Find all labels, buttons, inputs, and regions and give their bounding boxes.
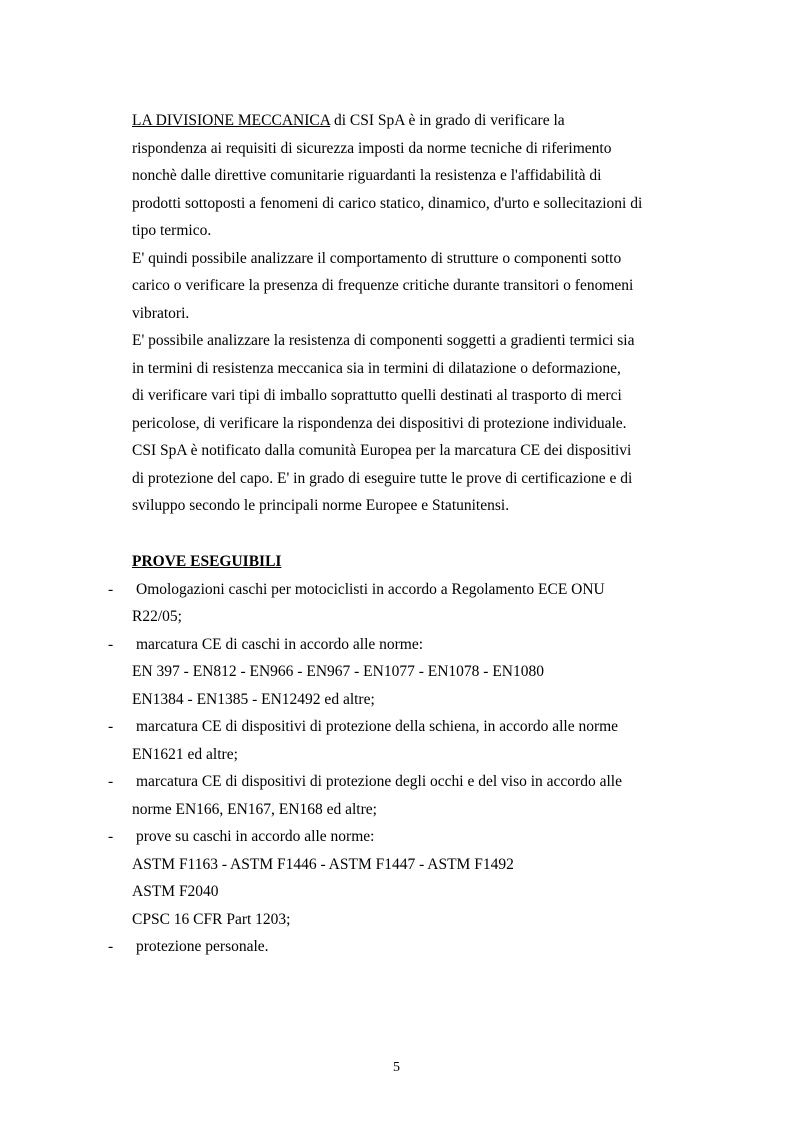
- bullet-dash: -: [108, 718, 114, 735]
- test-item-4-cont-0: ASTM F1163 - ASTM F1446 - ASTM F1447 - ASTM F1492: [132, 855, 514, 873]
- test-item-3: marcatura CE di dispositivi di protezione degli occhi e del viso in accordo alle: [136, 773, 622, 790]
- test-item-4: prove su caschi in accordo alle norme:: [136, 828, 375, 845]
- test-item-1: marcatura CE di caschi in accordo alle norme:: [136, 635, 424, 653]
- test-item-2-cont-0: EN1621 ed altre;: [132, 745, 238, 763]
- intro-line-11: pericolose, di verificare la rispondenza dei dispositivi di protezione individuale.: [132, 414, 627, 432]
- intro-line-7: vibratori.: [132, 304, 190, 322]
- intro-line-8: E' possibile analizzare la resistenza di componenti soggetti a gradienti termici sia: [132, 332, 635, 349]
- test-item-2: marcatura CE di dispositivi di protezione della schiena, in accordo alle norme: [136, 718, 619, 735]
- intro-line-5: E' quindi possibile analizzare il comportamento di strutture o componenti sotto: [132, 249, 622, 267]
- intro-line-4: tipo termico.: [132, 222, 212, 239]
- page-number: 5: [393, 1060, 400, 1075]
- bullet-dash: -: [108, 938, 114, 955]
- intro-line-12: CSI SpA è notificato dalla comunità Europea per la marcatura CE dei dispositivi: [132, 442, 632, 459]
- bullet-dash: -: [108, 635, 114, 653]
- test-item-3-cont-0: norme EN166, EN167, EN168 ed altre;: [132, 800, 377, 818]
- test-item-4-cont-1: ASTM F2040: [132, 883, 219, 900]
- intro-line-10: di verificare vari tipi di imballo soprattutto quelli destinati al trasporto di merci: [132, 387, 622, 404]
- intro-line-13: di protezione del capo. E' in grado di eseguire tutte le prove di certificazione e di: [132, 469, 633, 487]
- test-item-0-cont-0: R22/05;: [132, 608, 182, 625]
- intro-line-14: sviluppo secondo le principali norme Europee e Statunitensi.: [132, 497, 510, 514]
- intro-line-1: rispondenza ai requisiti di sicurezza imposti da norme tecniche di riferimento: [132, 139, 612, 157]
- intro-line-3: prodotti sottoposti a fenomeni di carico statico, dinamico, d'urto e sollecitazioni di: [132, 194, 643, 212]
- bullet-dash: -: [108, 580, 114, 598]
- test-item-4-cont-2: CPSC 16 CFR Part 1203;: [132, 910, 291, 928]
- bullet-dash: -: [108, 828, 114, 845]
- bullet-dash: -: [108, 773, 114, 790]
- intro-line-2: nonchè dalle direttive comunitarie riguardanti la resistenza e l'affidabilità di: [132, 167, 602, 184]
- tests-heading: PROVE ESEGUIBILI: [132, 553, 282, 570]
- division-title: LA DIVISIONE MECCANICA: [132, 112, 331, 129]
- intro-lead-rest: di CSI SpA è in grado di verificare la: [330, 112, 565, 129]
- intro-line-9: in termini di resistenza meccanica sia in termini di dilatazione o deformazione,: [132, 359, 621, 377]
- test-item-1-cont-1: EN1384 - EN1385 - EN12492 ed altre;: [132, 690, 375, 708]
- test-item-0: Omologazioni caschi per motociclisti in accordo a Regolamento ECE ONU: [136, 580, 605, 598]
- intro-line-6: carico o verificare la presenza di frequenze critiche durante transitori o fenomeni: [132, 277, 634, 294]
- test-item-5: protezione personale.: [136, 938, 269, 955]
- test-item-1-cont-0: EN 397 - EN812 - EN966 - EN967 - EN1077 - EN1078 - EN1080: [132, 663, 544, 680]
- intro-line-0: [132, 112, 565, 130]
